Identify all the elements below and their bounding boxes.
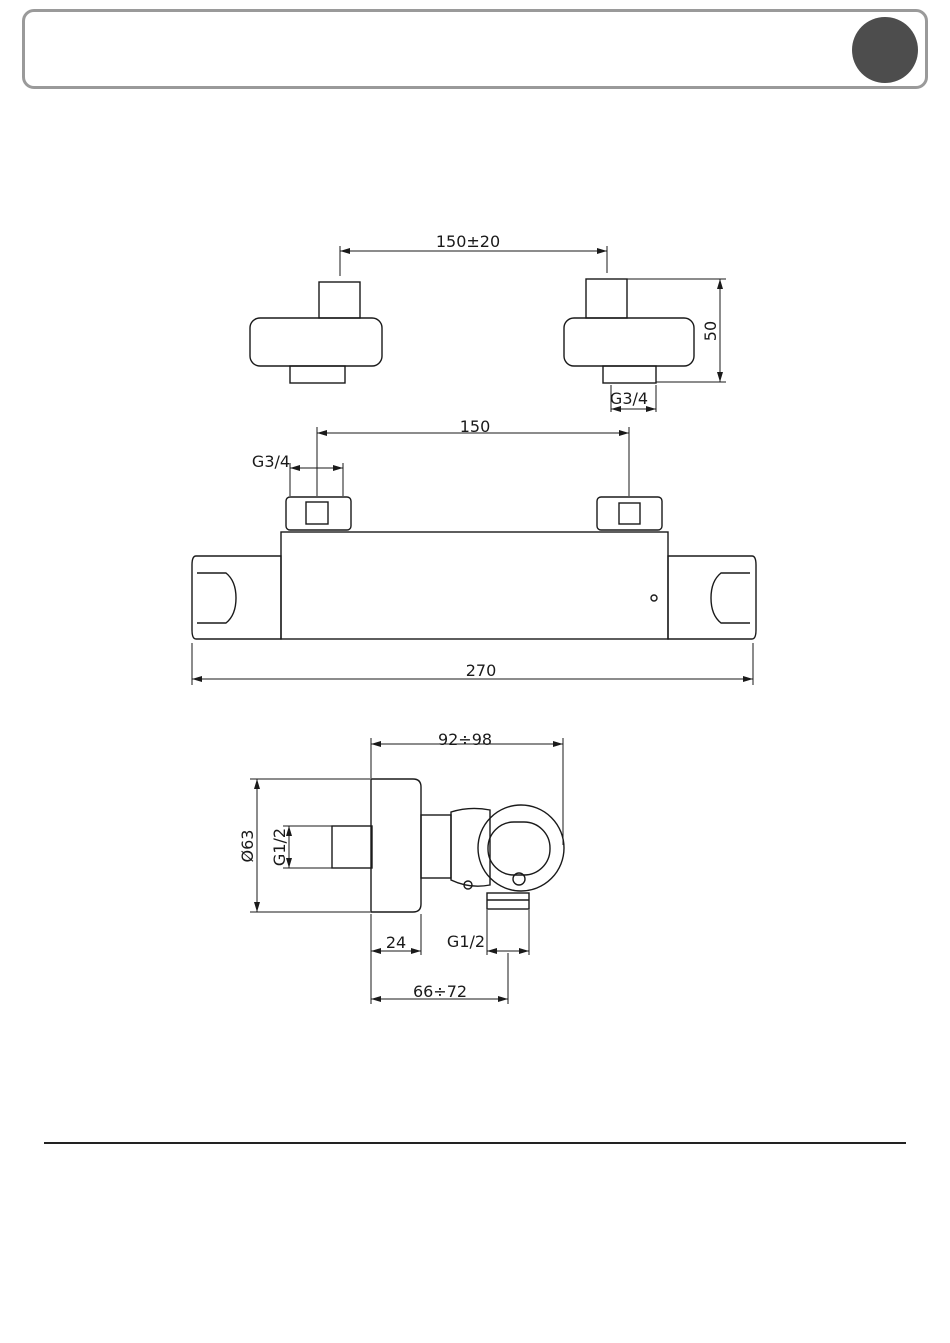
elbow-thread-label: G3/4	[609, 389, 649, 408]
wall-plate	[371, 779, 421, 912]
left-elbow	[250, 282, 382, 383]
indicator-dot	[651, 595, 657, 601]
body-width-label: 270	[465, 661, 497, 680]
wall-pipe	[332, 826, 372, 868]
inlet-thread-label: G3/4	[251, 452, 291, 471]
right-elbow	[564, 279, 694, 383]
outlet-thread-label: G1/2	[446, 932, 486, 951]
knob-diameter-label: Ø63	[238, 829, 257, 863]
knob-outer	[478, 805, 564, 891]
left-knob	[192, 556, 281, 639]
left-inlet	[286, 497, 351, 530]
elbow-height-label: 50	[701, 320, 720, 342]
footer-divider	[44, 1142, 906, 1144]
connector	[421, 815, 451, 878]
side-depth-label: 92÷98	[437, 730, 493, 749]
side-view	[250, 738, 564, 1004]
outlet-offset-label: 66÷72	[412, 982, 468, 1001]
elbow-view	[250, 246, 726, 412]
knob-inner	[488, 822, 550, 875]
wall-body-depth-label: 24	[385, 933, 407, 952]
inlet-spacing-label: 150	[459, 417, 491, 436]
right-inlet	[597, 497, 662, 530]
mixer-body	[281, 532, 668, 639]
right-knob	[668, 556, 756, 639]
outlet	[487, 893, 529, 909]
elbow-spacing-label: 150±20	[435, 232, 501, 251]
wall-thread-label: G1/2	[270, 827, 289, 867]
